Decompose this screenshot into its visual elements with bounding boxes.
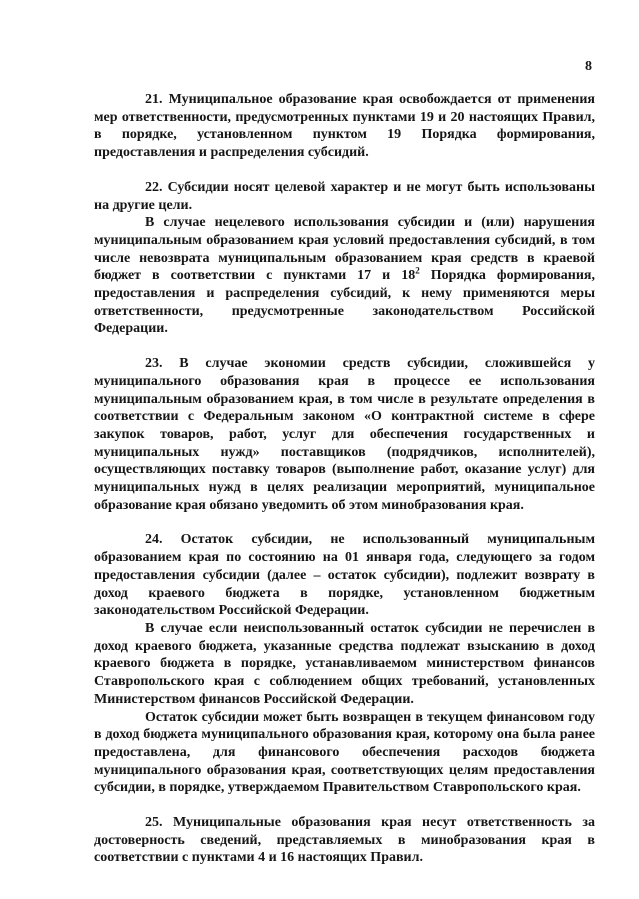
paragraph-text: Порядка формирования, предоставления и распределения субсидий, к нему применяются меры ответственности, предусмотренные законодательством Российской Федерации. <box>94 268 595 337</box>
paragraph: 25. Муниципальные образования края несут ответственность за достоверность сведений, представляемых в минобразования края в соответствии с пунктами 4 и 16 настоящих Правил. <box>94 815 595 866</box>
paragraph: 21. Муниципальное образование края освобождается от применения мер ответственности, предусмотренных пунктами 19 и 20 настоящих Правил, в порядке, установленном пунктом 19 Порядка формирования, предоставления и распределения субсидий. <box>94 92 595 161</box>
paragraph: 24. Остаток субсидии, не использованный муниципальным образованием края по состоянию на 01 января года, следующего за годом предоставления субсидии (далее – остаток субсидии), подлежит возврату в доход краевого бюджета в порядке, установленном бюджетным законодательством Российской Федерации. <box>94 532 595 619</box>
paragraph <box>94 214 595 338</box>
paragraph: 22. Субсидии носят целевой характер и не могут быть использованы на другие цели. <box>94 179 595 213</box>
superscript: 2 <box>415 265 420 276</box>
paragraph: Остаток субсидии может быть возвращен в текущем финансовом году в доход бюджета муниципального образования края, которому она была ранее предоставлена, для финансового обеспечения расходов бюджета муниципального образования края, соответствующих целям предоставления субсидии, в порядке, утверждаемом Правительством Ставропольского края. <box>94 709 595 796</box>
paragraph: В случае если неиспользованный остаток субсидии не перечислен в доход краевого бюджета, указанные средства подлежат взысканию в доход краевого бюджета в порядке, устанавливаемом министерством финансов Ставропольского края с соблюдением общих требований, установленных Министерством финансов Российской Федерации. <box>94 620 595 707</box>
paragraph: 23. В случае экономии средств субсидии, сложившейся у муниципального образования края в процессе ее использования муниципальным образованием края, в том числе в результате определения в соответствии с Федеральным законом «О контрактной системе в сфере закупок товаров, работ, услуг для обеспечения государственных и муниципальных нужд» поставщиков (подрядчиков, исполнителей), осуществляющих поставку товаров (выполнение работ, оказание услуг) для муниципальных нужд в целях реализации мероприятий, муниципальное образование края обязано уведомить об этом минобразования края. <box>94 356 595 513</box>
section-23 <box>94 355 595 514</box>
page-number: 8 <box>585 59 592 74</box>
section-22 <box>94 179 595 338</box>
document-body <box>94 91 595 884</box>
section-24 <box>94 531 595 797</box>
section-21 <box>94 91 595 162</box>
section-25 <box>94 814 595 867</box>
paragraph-text: В случае нецелевого использования субсидии и (или) нарушения муниципальным образованием края условий предоставления субсидий, в том числе невозврата муниципальным образованием края средств в краевой бюджет в соответствии с пунктами 17 и 18 <box>94 215 595 284</box>
